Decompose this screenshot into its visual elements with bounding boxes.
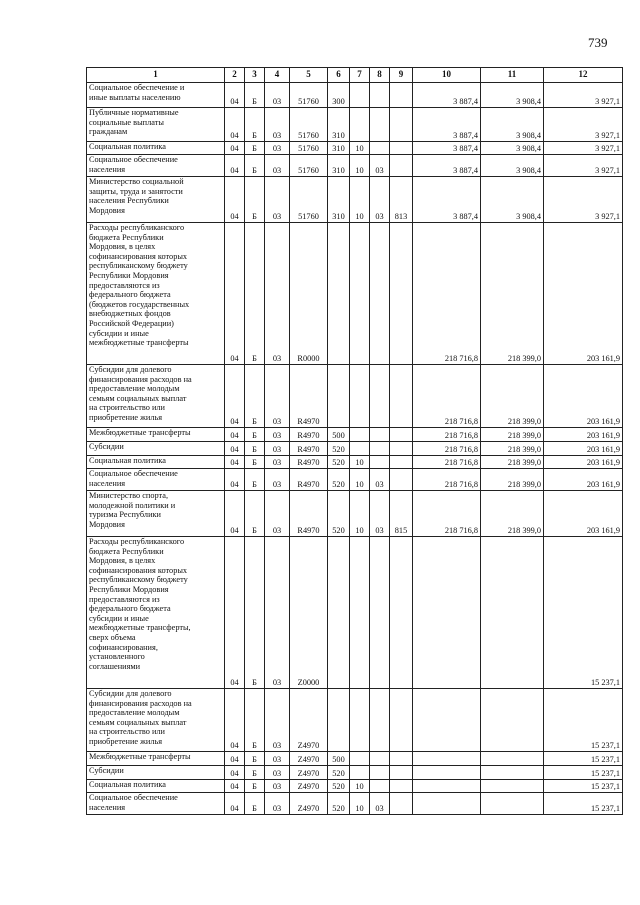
cell-col-6: 500 [328,428,350,442]
cell-col-7 [350,752,370,766]
table-header-row [87,68,623,83]
cell-col-4: 03 [265,491,290,537]
cell-col-10 [413,689,481,752]
cell-col-8 [370,456,390,469]
cell-col-6 [328,223,350,365]
cell-col-11: 218 399,0 [481,223,544,365]
cell-col-2: 04 [225,223,245,365]
cell-col-5: Z0000 [290,537,328,689]
row-name-cell: Расходы республиканского бюджета Республики Мордовия, в целях софинансирования которых республиканскому бюджету Республики Мордовия предоставляются из федерального бюджета (бюджетов государственных внебюджетных фондов Российской Федерации) субсидии и иные межбюджетные трансферты [87,223,225,365]
cell-col-7: 10 [350,793,370,815]
cell-col-3: Б [245,155,265,177]
cell-col-7 [350,108,370,142]
cell-col-12: 15 237,1 [544,793,623,815]
column-header-1: 1 [87,68,225,83]
row-name-cell: Социальное обеспечение населения [87,793,225,815]
cell-col-7 [350,689,370,752]
cell-col-3: Б [245,537,265,689]
cell-col-9 [390,689,413,752]
column-header-2: 2 [225,68,245,83]
cell-col-8: 03 [370,491,390,537]
cell-col-5: R0000 [290,223,328,365]
cell-col-8 [370,752,390,766]
cell-col-6 [328,537,350,689]
cell-col-2: 04 [225,793,245,815]
cell-col-8 [370,428,390,442]
cell-col-6: 520 [328,780,350,793]
cell-col-7: 10 [350,155,370,177]
cell-col-11: 3 908,4 [481,142,544,155]
table-row [87,689,623,752]
cell-col-3: Б [245,456,265,469]
table-row [87,365,623,428]
cell-col-10: 218 716,8 [413,456,481,469]
cell-col-5: 51760 [290,177,328,223]
cell-col-5: Z4970 [290,780,328,793]
cell-col-9 [390,793,413,815]
table-row [87,491,623,537]
cell-col-2: 04 [225,142,245,155]
row-name-cell: Публичные нормативные социальные выплаты гражданам [87,108,225,142]
row-name-cell: Социальное обеспечение населения [87,469,225,491]
cell-col-12: 203 161,9 [544,442,623,456]
page-number: 739 [588,35,608,50]
cell-col-7: 10 [350,469,370,491]
cell-col-12: 15 237,1 [544,752,623,766]
cell-col-10: 218 716,8 [413,428,481,442]
cell-col-9: 813 [390,177,413,223]
row-name-cell: Субсидии для долевого финансирования расходов на предоставление молодым семьям социальных выплат на строительство или приобретение жилья [87,689,225,752]
cell-col-5: 51760 [290,142,328,155]
cell-col-12: 15 237,1 [544,766,623,780]
cell-col-11: 3 908,4 [481,83,544,108]
cell-col-2: 04 [225,537,245,689]
cell-col-2: 04 [225,155,245,177]
cell-col-11: 3 908,4 [481,177,544,223]
cell-col-8: 03 [370,177,390,223]
cell-col-11 [481,537,544,689]
table-row [87,83,623,108]
cell-col-12: 3 927,1 [544,142,623,155]
cell-col-3: Б [245,83,265,108]
cell-col-8 [370,537,390,689]
cell-col-2: 04 [225,177,245,223]
cell-col-3: Б [245,793,265,815]
cell-col-4: 03 [265,442,290,456]
cell-col-2: 04 [225,766,245,780]
cell-col-9 [390,780,413,793]
cell-col-12: 15 237,1 [544,689,623,752]
budget-table [86,67,623,815]
cell-col-10: 218 716,8 [413,442,481,456]
column-header-12: 12 [544,68,623,83]
row-name-cell: Субсидии [87,442,225,456]
table-row [87,537,623,689]
cell-col-5: R4970 [290,442,328,456]
cell-col-10: 3 887,4 [413,83,481,108]
cell-col-2: 04 [225,689,245,752]
cell-col-5: 51760 [290,83,328,108]
cell-col-5: R4970 [290,469,328,491]
cell-col-9 [390,469,413,491]
cell-col-7 [350,442,370,456]
cell-col-8 [370,223,390,365]
cell-col-10: 3 887,4 [413,155,481,177]
column-header-9: 9 [390,68,413,83]
cell-col-7 [350,365,370,428]
cell-col-10: 218 716,8 [413,365,481,428]
cell-col-9 [390,456,413,469]
cell-col-5: 51760 [290,108,328,142]
cell-col-11: 218 399,0 [481,469,544,491]
cell-col-10: 3 887,4 [413,108,481,142]
cell-col-4: 03 [265,469,290,491]
cell-col-8 [370,142,390,155]
column-header-11: 11 [481,68,544,83]
cell-col-8 [370,780,390,793]
table-row [87,428,623,442]
cell-col-11: 3 908,4 [481,155,544,177]
cell-col-2: 04 [225,365,245,428]
table-row [87,469,623,491]
cell-col-12: 203 161,9 [544,469,623,491]
cell-col-12: 203 161,9 [544,428,623,442]
cell-col-8: 03 [370,793,390,815]
row-name-cell: Социальная политика [87,456,225,469]
cell-col-7 [350,766,370,780]
cell-col-2: 04 [225,83,245,108]
cell-col-11 [481,780,544,793]
cell-col-10 [413,537,481,689]
cell-col-9: 815 [390,491,413,537]
cell-col-4: 03 [265,177,290,223]
cell-col-5: Z4970 [290,689,328,752]
cell-col-5: R4970 [290,365,328,428]
cell-col-6 [328,365,350,428]
cell-col-3: Б [245,177,265,223]
cell-col-3: Б [245,689,265,752]
column-header-3: 3 [245,68,265,83]
cell-col-7: 10 [350,780,370,793]
cell-col-6: 500 [328,752,350,766]
cell-col-10 [413,780,481,793]
row-name-cell: Социальное обеспечение населения [87,155,225,177]
cell-col-9 [390,155,413,177]
cell-col-3: Б [245,752,265,766]
cell-col-9 [390,223,413,365]
row-name-cell: Министерство спорта, молодежной политики и туризма Республики Мордовия [87,491,225,537]
cell-col-8 [370,766,390,780]
cell-col-10: 3 887,4 [413,177,481,223]
cell-col-12: 203 161,9 [544,491,623,537]
cell-col-11 [481,689,544,752]
cell-col-2: 04 [225,469,245,491]
cell-col-4: 03 [265,780,290,793]
cell-col-2: 04 [225,108,245,142]
cell-col-9 [390,766,413,780]
table-row [87,780,623,793]
cell-col-10 [413,766,481,780]
cell-col-11: 218 399,0 [481,491,544,537]
cell-col-11 [481,752,544,766]
cell-col-12: 3 927,1 [544,177,623,223]
column-header-6: 6 [328,68,350,83]
cell-col-3: Б [245,108,265,142]
cell-col-2: 04 [225,491,245,537]
table-row [87,177,623,223]
row-name-cell: Расходы республиканского бюджета Республики Мордовия, в целях софинансирования которых республиканскому бюджету Республики Мордовия предоставляются из федерального бюджета субсидии и иные межбюджетные трансферты, сверх объема софинансирования, установленного соглашениями [87,537,225,689]
cell-col-8 [370,442,390,456]
row-name-cell: Социальная политика [87,142,225,155]
table-row [87,793,623,815]
cell-col-6: 520 [328,442,350,456]
row-name-cell: Межбюджетные трансферты [87,752,225,766]
cell-col-5: R4970 [290,428,328,442]
cell-col-10: 218 716,8 [413,469,481,491]
cell-col-6: 520 [328,469,350,491]
cell-col-4: 03 [265,537,290,689]
cell-col-3: Б [245,766,265,780]
cell-col-3: Б [245,142,265,155]
cell-col-5: R4970 [290,456,328,469]
cell-col-3: Б [245,780,265,793]
cell-col-11: 218 399,0 [481,456,544,469]
cell-col-4: 03 [265,428,290,442]
cell-col-4: 03 [265,142,290,155]
cell-col-6: 310 [328,155,350,177]
cell-col-10 [413,752,481,766]
cell-col-6 [328,689,350,752]
cell-col-6: 300 [328,83,350,108]
cell-col-12: 15 237,1 [544,780,623,793]
cell-col-6: 520 [328,793,350,815]
cell-col-2: 04 [225,456,245,469]
table-row [87,142,623,155]
cell-col-7: 10 [350,456,370,469]
cell-col-10: 218 716,8 [413,223,481,365]
cell-col-5: Z4970 [290,766,328,780]
cell-col-7: 10 [350,142,370,155]
cell-col-4: 03 [265,223,290,365]
cell-col-7 [350,223,370,365]
cell-col-6: 520 [328,766,350,780]
row-name-cell: Социальная политика [87,780,225,793]
cell-col-11: 3 908,4 [481,108,544,142]
cell-col-7: 10 [350,491,370,537]
cell-col-3: Б [245,491,265,537]
cell-col-3: Б [245,365,265,428]
cell-col-5: 51760 [290,155,328,177]
table-row [87,108,623,142]
cell-col-3: Б [245,223,265,365]
cell-col-4: 03 [265,83,290,108]
cell-col-9 [390,108,413,142]
cell-col-10: 218 716,8 [413,491,481,537]
cell-col-4: 03 [265,365,290,428]
cell-col-6: 520 [328,456,350,469]
cell-col-10: 3 887,4 [413,142,481,155]
cell-col-2: 04 [225,428,245,442]
column-header-5: 5 [290,68,328,83]
cell-col-6: 310 [328,142,350,155]
cell-col-3: Б [245,428,265,442]
cell-col-12: 3 927,1 [544,108,623,142]
cell-col-2: 04 [225,752,245,766]
cell-col-9 [390,83,413,108]
cell-col-8 [370,365,390,428]
cell-col-9 [390,752,413,766]
row-name-cell: Субсидии для долевого финансирования расходов на предоставление молодым семьям социальных выплат на строительство или приобретение жилья [87,365,225,428]
cell-col-7 [350,537,370,689]
cell-col-4: 03 [265,155,290,177]
cell-col-5: R4970 [290,491,328,537]
cell-col-2: 04 [225,442,245,456]
cell-col-11: 218 399,0 [481,442,544,456]
cell-col-11 [481,793,544,815]
cell-col-9 [390,537,413,689]
cell-col-7 [350,83,370,108]
cell-col-8 [370,689,390,752]
cell-col-6: 310 [328,108,350,142]
table-row [87,456,623,469]
cell-col-7: 10 [350,177,370,223]
cell-col-9 [390,442,413,456]
cell-col-4: 03 [265,752,290,766]
cell-col-7 [350,428,370,442]
cell-col-9 [390,142,413,155]
row-name-cell: Министерство социальной защиты, труда и занятости населения Республики Мордовия [87,177,225,223]
cell-col-9 [390,428,413,442]
cell-col-12: 203 161,9 [544,365,623,428]
cell-col-3: Б [245,442,265,456]
table-row [87,766,623,780]
cell-col-5: Z4970 [290,752,328,766]
table-row [87,752,623,766]
cell-col-4: 03 [265,793,290,815]
cell-col-11: 218 399,0 [481,428,544,442]
column-header-4: 4 [265,68,290,83]
cell-col-6: 310 [328,177,350,223]
cell-col-12: 15 237,1 [544,537,623,689]
row-name-cell: Социальное обеспечение и иные выплаты населению [87,83,225,108]
cell-col-5: Z4970 [290,793,328,815]
cell-col-11 [481,766,544,780]
cell-col-12: 3 927,1 [544,155,623,177]
cell-col-12: 203 161,9 [544,223,623,365]
table-body [87,83,623,815]
cell-col-4: 03 [265,689,290,752]
table-row [87,442,623,456]
cell-col-12: 3 927,1 [544,83,623,108]
cell-col-11: 218 399,0 [481,365,544,428]
cell-col-2: 04 [225,780,245,793]
column-header-8: 8 [370,68,390,83]
row-name-cell: Субсидии [87,766,225,780]
table-row [87,223,623,365]
cell-col-6: 520 [328,491,350,537]
cell-col-8 [370,108,390,142]
cell-col-4: 03 [265,456,290,469]
cell-col-10 [413,793,481,815]
cell-col-4: 03 [265,766,290,780]
row-name-cell: Межбюджетные трансферты [87,428,225,442]
column-header-7: 7 [350,68,370,83]
cell-col-3: Б [245,469,265,491]
cell-col-8: 03 [370,155,390,177]
cell-col-12: 203 161,9 [544,456,623,469]
table-row [87,155,623,177]
cell-col-8 [370,83,390,108]
cell-col-8: 03 [370,469,390,491]
cell-col-4: 03 [265,108,290,142]
cell-col-9 [390,365,413,428]
column-header-10: 10 [413,68,481,83]
